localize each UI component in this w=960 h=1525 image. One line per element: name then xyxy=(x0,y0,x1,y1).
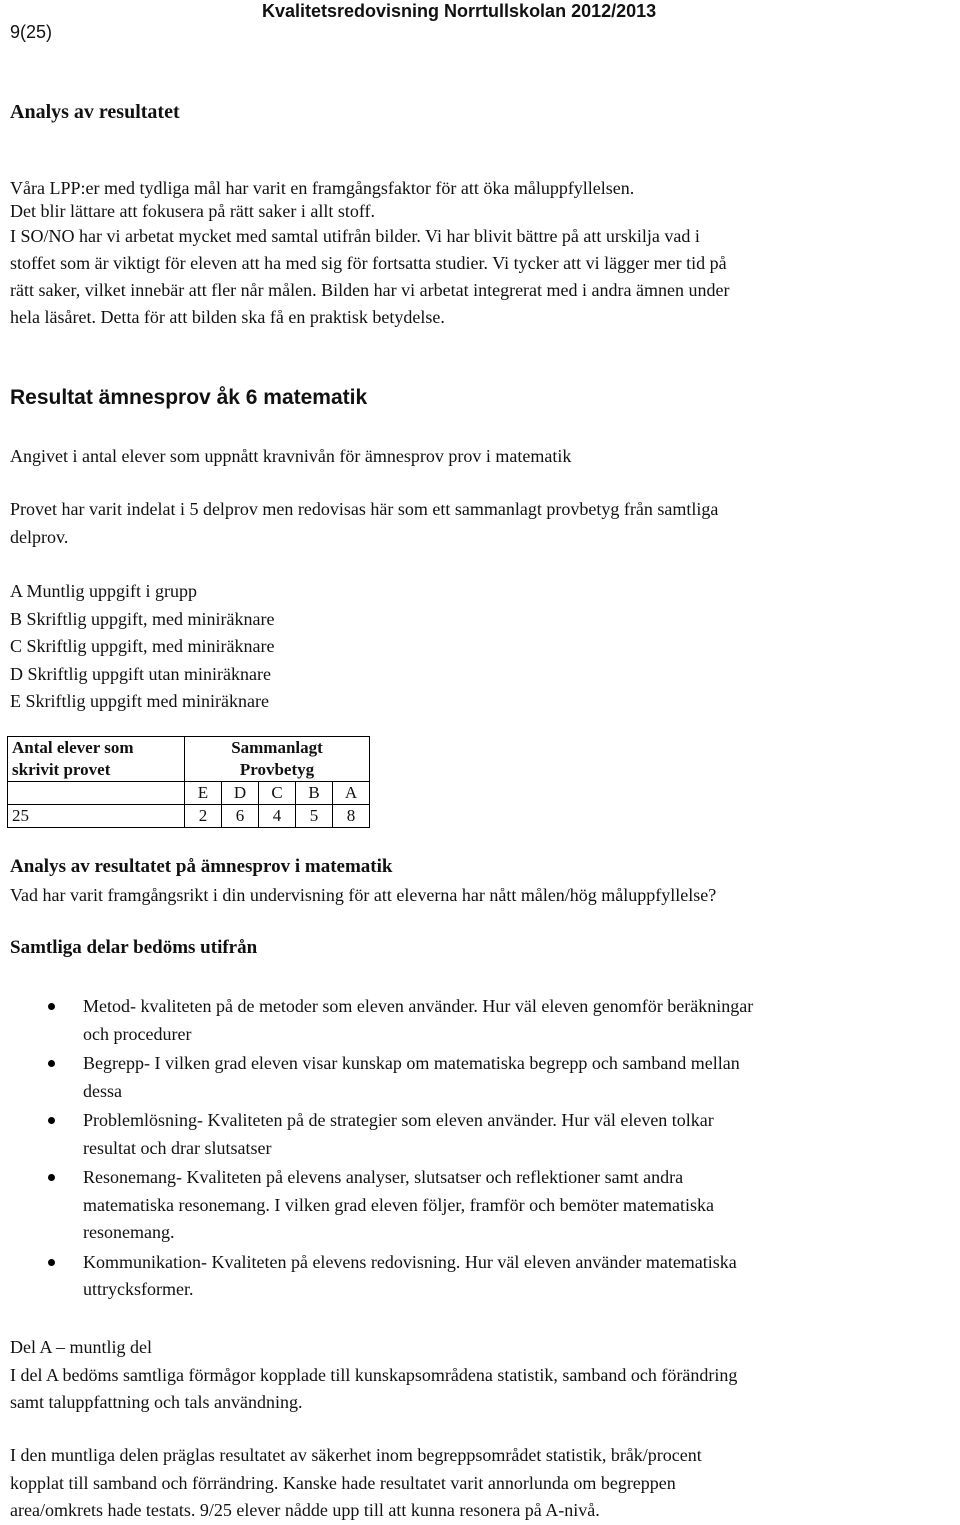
grade-header-line1: Sammanlagt xyxy=(231,738,323,757)
criteria-line: Problemlösning- Kvaliteten på de strategier som eleven använder. Hur väl eleven tolkar xyxy=(83,1110,714,1130)
bullet-icon xyxy=(48,1060,55,1067)
math-analysis-question: Vad har varit framgångsrikt i din undervisning för att eleverna har nått målen/hög måluppfyllelse? xyxy=(10,885,717,905)
criteria-line: resonemang. xyxy=(83,1222,175,1242)
document-title: Kvalitetsredovisning Norrtullskolan 2012/2013 xyxy=(262,1,657,21)
grade-count: 5 xyxy=(296,805,333,828)
criteria-line: Kommunikation- Kvaliteten på elevens redovisning. Hur väl eleven använder matematiska xyxy=(83,1251,737,1272)
test-part: D Skriftlig uppgift utan miniräknare xyxy=(10,663,271,684)
test-parts-list xyxy=(10,578,955,716)
list-item xyxy=(0,993,955,1048)
grade-count: 4 xyxy=(259,805,296,828)
del-a-line: I del A bedöms samtliga förmågor kopplade till kunskapsområdena statistik, samband och förändring xyxy=(10,1364,738,1385)
page-number: 9(25) xyxy=(10,22,53,42)
students-header-line2: skrivit provet xyxy=(12,760,111,779)
criteria-line: Resonemang- Kvaliteten på elevens analyser, slutsatser och reflektioner samt andra xyxy=(83,1167,684,1187)
results-heading: Resultat ämnesprov åk 6 matematik xyxy=(10,386,368,409)
page-header xyxy=(0,0,960,60)
grade-label: A xyxy=(333,782,370,805)
grade-header-line2: Provbetyg xyxy=(239,760,315,779)
provet-paragraph xyxy=(10,496,955,551)
criteria-line: Metod- kvaliteten på de metoder som eleven använder. Hur väl eleven genomför beräkningar xyxy=(83,996,754,1016)
math-analysis-heading: Analys av resultatet på ämnesprov i matematik xyxy=(10,856,393,877)
del-a-paragraph xyxy=(10,1334,955,1417)
analysis-line: Det blir lättare att fokusera på rätt saker i allt stoff. xyxy=(10,201,376,221)
test-part: C Skriftlig uppgift, med miniräknare xyxy=(10,636,275,656)
bullet-icon xyxy=(48,1117,55,1124)
students-header-line1: Antal elever som xyxy=(12,738,134,757)
list-item xyxy=(0,1050,955,1105)
criteria-line: och procedurer xyxy=(83,1023,192,1044)
list-item xyxy=(0,1164,955,1247)
criteria-list xyxy=(0,993,955,1306)
list-item xyxy=(0,1107,955,1162)
analysis-line: rätt saker, vilket innebär att fler når målen. Bilden har vi arbetat integrerat med i andra ämnen under xyxy=(10,280,730,300)
table-row xyxy=(8,805,370,828)
grade-count: 6 xyxy=(222,805,259,828)
grade-label: C xyxy=(259,782,296,805)
conclusion-line: I den muntliga delen präglas resultatet av säkerhet inom begreppsområdet statistik, bråk/procent xyxy=(10,1445,702,1465)
students-count: 25 xyxy=(8,805,185,828)
bullet-icon xyxy=(48,1174,55,1181)
grade-label: B xyxy=(296,782,333,805)
table-row xyxy=(8,782,370,805)
bullet-icon xyxy=(48,1259,55,1266)
grade-count: 2 xyxy=(185,805,222,828)
criteria-line: matematiska resonemang. I vilken grad eleven följer, framför och bemöter matematiska xyxy=(83,1194,715,1215)
analysis-heading: Analys av resultatet xyxy=(10,101,180,123)
criteria-line: Begrepp- I vilken grad eleven visar kunskap om matematiska begrepp och samband mellan xyxy=(83,1053,740,1073)
criteria-line: dessa xyxy=(83,1080,122,1101)
criteria-line: resultat och drar slutsatser xyxy=(83,1137,272,1158)
del-a-line: Del A – muntlig del xyxy=(10,1337,152,1357)
analysis-line: I SO/NO har vi arbetat mycket med samtal utifrån bilder. Vi har blivit bättre på att urskilja vad i xyxy=(10,226,700,246)
analysis-line: Våra LPP:er med tydliga mål har varit en framgångsfaktor för att öka måluppfyllelsen. xyxy=(10,178,635,198)
grade-count: 8 xyxy=(333,805,370,828)
conclusion-line: area/omkrets hade testats. 9/25 elever nådde upp till att kunna resonera på A-nivå. xyxy=(10,1500,600,1520)
results-intro: Angivet i antal elever som uppnått kravnivån för ämnesprov prov i matematik xyxy=(10,446,572,466)
criteria-heading: Samtliga delar bedöms utifrån xyxy=(10,937,258,958)
students-header-cell xyxy=(8,737,185,782)
results-table xyxy=(7,736,370,828)
test-part: B Skriftlig uppgift, med miniräknare xyxy=(10,608,275,629)
conclusion-line: kopplat till samband och förrändring. Kanske hade resultatet varit annorlunda om begreppen xyxy=(10,1472,676,1493)
test-part: E Skriftlig uppgift med miniräknare xyxy=(10,691,269,711)
analysis-line: stoffet som är viktigt för eleven att ha med sig för fortsatta studier. Vi tycker att vi lägger mer tid på xyxy=(10,253,727,273)
grade-header-cell xyxy=(185,737,370,782)
del-a-line: samt taluppfattning och tals användning. xyxy=(10,1392,303,1412)
bullet-icon xyxy=(48,1003,55,1010)
table-cell-empty xyxy=(8,782,185,805)
provet-line: Provet har varit indelat i 5 delprov men redovisas här som ett sammanlagt provbetyg från samtliga xyxy=(10,499,719,519)
test-part: A Muntlig uppgift i grupp xyxy=(10,581,198,601)
grade-label: D xyxy=(222,782,259,805)
provet-line: delprov. xyxy=(10,526,69,547)
table-header-row xyxy=(8,737,370,782)
analysis-paragraph xyxy=(10,177,960,331)
analysis-line: hela läsåret. Detta för att bilden ska få en praktisk betydelse. xyxy=(10,307,445,327)
grade-label: E xyxy=(185,782,222,805)
list-item xyxy=(0,1249,955,1304)
criteria-line: uttrycksformer. xyxy=(83,1279,194,1299)
del-a-conclusion xyxy=(10,1442,955,1525)
